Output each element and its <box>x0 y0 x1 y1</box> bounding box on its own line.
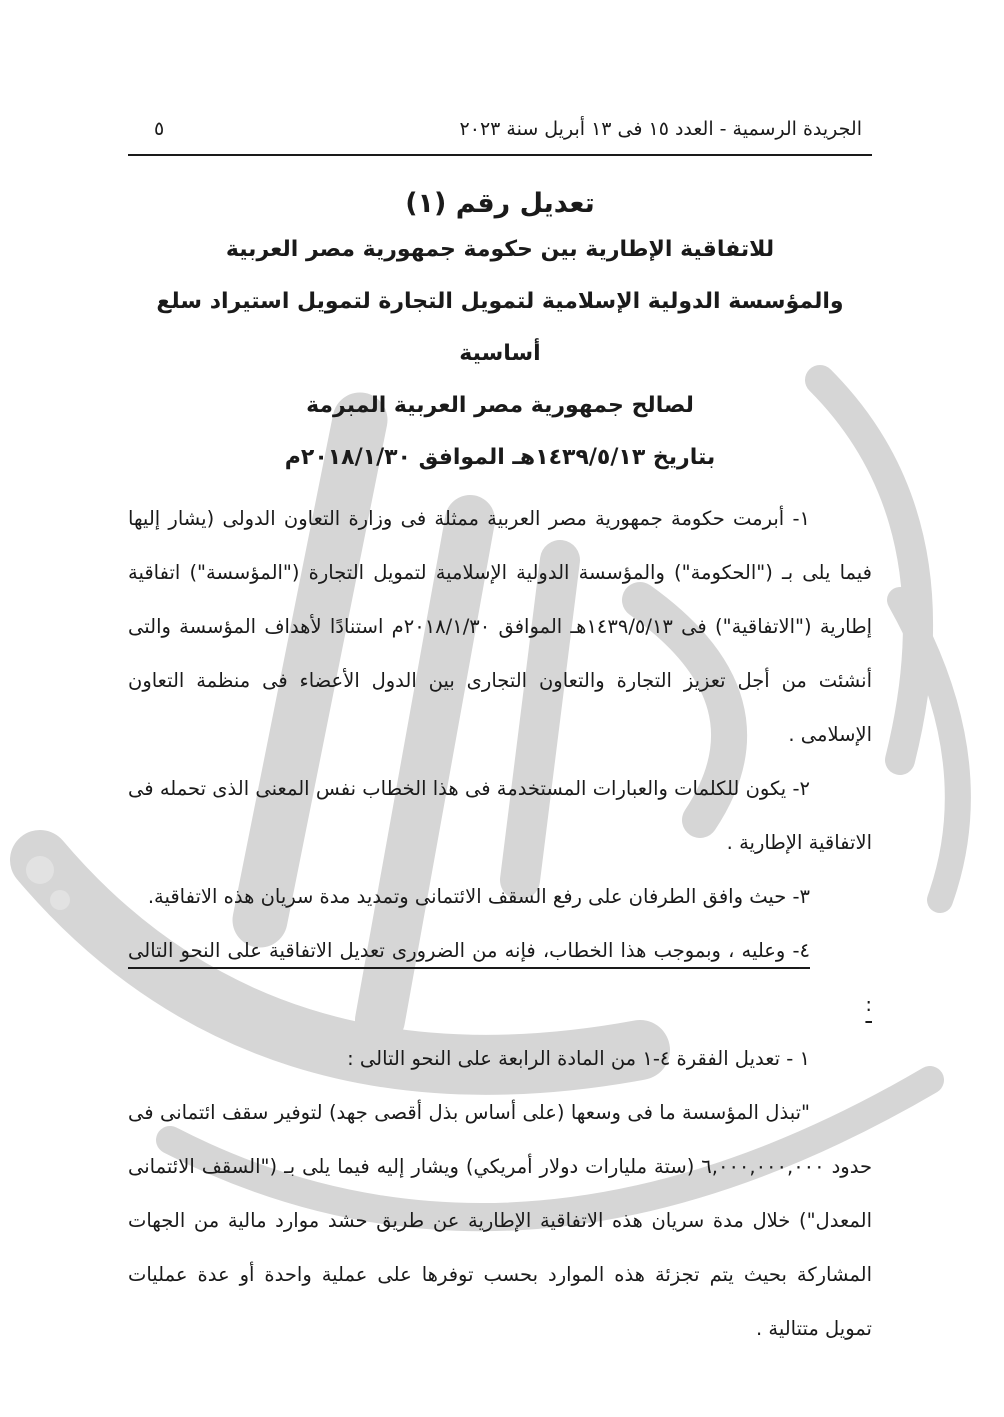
page-header <box>128 110 872 156</box>
title-block <box>128 184 872 484</box>
page-number: ٥ <box>154 118 165 140</box>
subtitle-line: لصالح جمهورية مصر العربية المبرمة <box>306 393 694 418</box>
subtitle-line-date: بتاريخ ١٤٣٩/٥/١٣هـ الموافق ٢٠١٨/١/٣٠م <box>284 445 716 470</box>
document-body <box>128 492 872 1356</box>
paragraph-4: ٤- وعليه ، وبموجب هذا الخطاب، فإنه من الضرورى تعديل الاتفاقية على النحو التالى : <box>128 939 872 1016</box>
amendment-item-1: ١ - تعديل الفقرة ٤-١ من المادة الرابعة على النحو التالى : <box>347 1047 810 1070</box>
paragraph-2: ٢- يكون للكلمات والعبارات المستخدمة فى هذا الخطاب نفس المعنى الذى تحمله فى الاتفاقية الإطارية . <box>128 777 872 854</box>
paragraph-3: ٣- حيث وافق الطرفان على رفع السقف الائتمانى وتمديد مدة سريان هذه الاتفاقية. <box>147 885 810 908</box>
amendment-title: تعديل رقم (١) <box>405 188 595 219</box>
subtitle-line: والمؤسسة الدولية الإسلامية لتمويل التجارة لتمويل استيراد سلع أساسية <box>156 289 844 366</box>
gazette-header-title: الجريدة الرسمية - العدد ١٥ فى ١٣ أبريل سنة ٢٠٢٣ <box>459 118 862 140</box>
gazette-page <box>128 110 872 1356</box>
paragraph-1: ١- أبرمت حكومة جمهورية مصر العربية ممثلة فى وزارة التعاون الدولى (يشار إليها فيما يلى بـ ("الحكومة") والمؤسسة الدولية الإسلامية لتمويل التجارة ("المؤسسة") اتفاقية إطارية ("الاتفاقية") فى ١٤٣٩/٥/١٣هـ الموافق ٢٠١٨/١/٣٠م استنادًا لأهداف المؤسسة والتى أنشئت من أجل تعزيز التجارة والتعاون التجارى بين الدول الأعضاء فى منظمة التعاون الإسلامى . <box>128 507 873 746</box>
quoted-amendment-text: "تبذل المؤسسة ما فى وسعها (على أساس بذل أقصى جهد) لتوفير سقف ائتمانى فى حدود ٦,٠٠٠,٠٠٠,٠٠٠ (ستة مليارات دولار أمريكي) ويشار إليه فيما يلى بـ ("السقف الائتمانى المعدل") خلال مدة سريان هذه الاتفاقية الإطارية عن طريق حشد موارد مالية من الجهات المشاركة بحيث يتم تجزئة هذه الموارد بحسب توفرها على عملية واحدة أو عدة عمليات تمويل متتالية . <box>128 1101 872 1340</box>
subtitle-line: للاتفاقية الإطارية بين حكومة جمهورية مصر العربية <box>225 237 775 262</box>
